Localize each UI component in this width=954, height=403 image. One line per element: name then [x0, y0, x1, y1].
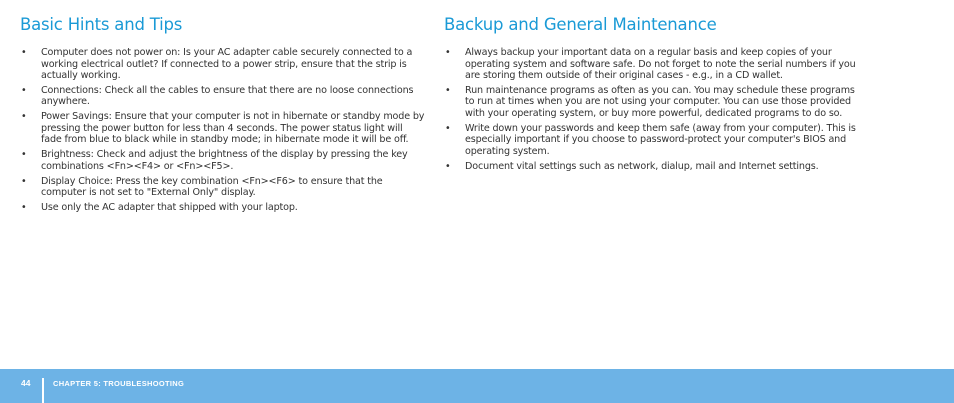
list-item [444, 123, 856, 158]
list-item [20, 47, 425, 82]
bullet-icon: • [21, 201, 27, 213]
section-title-backup-maintenance: Backup and General Maintenance [444, 15, 717, 34]
list-item [20, 149, 425, 172]
list-item-text: Run maintenance programs as often as you can. You may schedule these programs to run at times when you are not using your computer. You can use those provided with your operating system, or buy more powerful, dedicated programs to do so. [465, 84, 855, 119]
bullet-icon: • [21, 84, 27, 96]
bullet-icon: • [445, 84, 451, 96]
list-item [444, 47, 856, 82]
list-item-text: Computer does not power on: Is your AC adapter cable securely connected to a working electrical outlet? If connected to a power strip, ensure that the strip is actually working. [41, 47, 413, 81]
chapter-label: CHAPTER 5: TROUBLESHOOTING [53, 379, 185, 388]
bullet-icon: • [21, 175, 27, 187]
page-number: 44 [21, 378, 31, 388]
bullet-icon: • [21, 47, 27, 58]
list-item-text: Connections: Check all the cables to ensure that there are no loose connections anywhere. [41, 84, 414, 108]
list-item [20, 176, 425, 199]
bullet-icon: • [445, 122, 451, 134]
list-item-text: Power Savings: Ensure that your computer is not in hibernate or standby mode by pressing the power button for less than 4 seconds. The power status light will fade from blue to black while in standby mode; in hibernate mode it will be off. [41, 111, 425, 146]
list-item-text: Display Choice: Press the key combination <Fn><F6> to ensure that the computer is not set to "External Only" display. [41, 175, 383, 199]
list-item [444, 85, 856, 120]
bullet-icon: • [21, 149, 27, 161]
left-column [20, 14, 425, 217]
hints-list [20, 47, 425, 213]
list-item [20, 111, 425, 146]
right-column [444, 14, 856, 176]
list-item [20, 202, 425, 214]
list-item-text: Brightness: Check and adjust the brightness of the display by pressing the key combinations <Fn><F4> or <Fn><F5>. [41, 149, 408, 172]
footer-divider [42, 378, 44, 403]
section-title-basic-hints: Basic Hints and Tips [20, 15, 183, 34]
maintenance-list [444, 47, 856, 172]
bullet-icon: • [445, 160, 451, 172]
bullet-icon: • [21, 111, 27, 123]
list-item [444, 161, 856, 173]
list-item-text: Document vital settings such as network, dialup, mail and Internet settings. [465, 160, 819, 172]
list-item [20, 85, 425, 108]
list-item-text: Use only the AC adapter that shipped with your laptop. [41, 201, 298, 213]
bullet-icon: • [445, 47, 451, 58]
list-item-text: Write down your passwords and keep them safe (away from your computer). This is especially important if you choose to password-protect your computer's BIOS and operating system. [465, 122, 856, 157]
footer-bar [0, 369, 954, 403]
list-item-text: Always backup your important data on a regular basis and keep copies of your operating system and software safe. Do not forget to note the serial numbers if you are storing them outside of their original cases - e.g., in a CD wallet. [465, 47, 856, 81]
